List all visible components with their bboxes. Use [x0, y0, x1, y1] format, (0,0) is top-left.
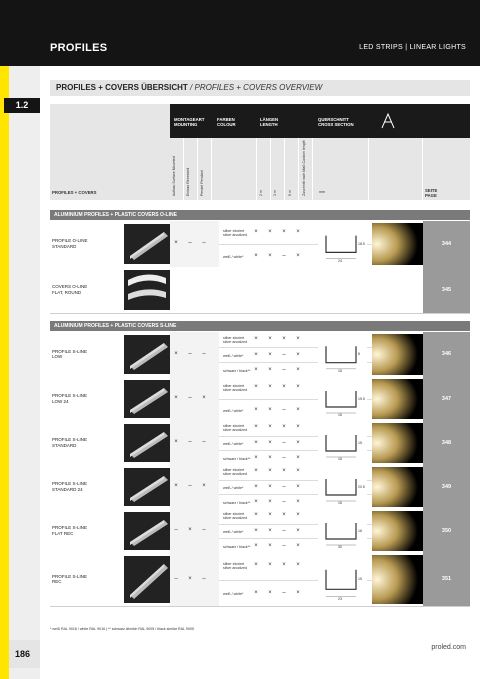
light-effect-photo: [372, 511, 423, 551]
length-mark: ×: [296, 589, 300, 596]
length-mark: –: [282, 542, 286, 549]
page-number: 186: [15, 649, 31, 659]
mount-col-recessed: Einbau Recessed: [186, 167, 190, 196]
product-photo: [124, 380, 170, 418]
length-mark: ×: [282, 468, 286, 475]
light-effect-photo: [372, 334, 423, 375]
colour-label: weiß / white*: [223, 591, 244, 596]
cover-row-blank: [170, 267, 423, 313]
light-effect-photo: [372, 223, 423, 265]
mount-col-surface: Aufbau Surface Mounted: [172, 156, 176, 196]
length-mark: ×: [296, 542, 300, 549]
length-mark: –: [282, 366, 286, 373]
profile-photo-icon: [124, 468, 170, 506]
profile-photo-icon: [124, 224, 170, 264]
mount-mark: –: [202, 240, 206, 246]
product-name: COVERS O-LINE FLAT, ROUND: [52, 284, 88, 295]
length-mark: ×: [268, 424, 272, 431]
colour-label: weiß / white*: [223, 441, 244, 446]
length-mark: ×: [282, 228, 286, 235]
light-effect-photo: [372, 379, 423, 419]
heading-en: / PROFILES + COVERS OVERVIEW: [190, 83, 323, 92]
length-mark: ×: [282, 335, 286, 342]
table-row: [50, 509, 470, 554]
cross-section-drawing: [318, 379, 367, 419]
colour-label: silber eloxiert silver anodized: [223, 335, 247, 344]
product-photo: [124, 556, 170, 603]
length-mark: ×: [282, 562, 286, 569]
yellow-accent-bar: [0, 66, 9, 679]
profile-photo-icon: [124, 512, 170, 550]
length-mark: ×: [296, 498, 300, 505]
mount-mark: ×: [188, 575, 192, 582]
product-name: PROFILE O-LINE STANDARD: [52, 238, 88, 249]
length-col-2m: 2 m: [259, 190, 263, 196]
colour-label: schwarz / black**: [223, 544, 251, 549]
profile-photo-icon: [124, 424, 170, 462]
table-row: [50, 332, 470, 378]
length-mark: –: [282, 589, 286, 596]
profile-photo-icon: [124, 556, 170, 603]
length-mark: ×: [296, 483, 300, 490]
colour-label: weiß / white*: [223, 529, 244, 534]
length-mark: ×: [268, 384, 272, 390]
length-mark: ×: [296, 366, 300, 373]
page-reference-link[interactable]: 348: [423, 421, 470, 465]
length-col-3m: 3 m: [273, 190, 277, 196]
length-mark: ×: [268, 439, 272, 446]
length-mark: ×: [296, 407, 300, 413]
header-mounting: MONTAGEART MOUNTING: [174, 117, 205, 127]
length-mark: ×: [254, 351, 258, 358]
page-header-subtitle: LED STRIPS | LINEAR LIGHTS: [359, 44, 466, 51]
cross-section-drawing: [318, 223, 367, 265]
length-mark: ×: [268, 483, 272, 490]
length-mark: ×: [296, 252, 300, 259]
light-effect-photo: [372, 555, 423, 604]
length-mark: ×: [268, 562, 272, 569]
length-mark: ×: [254, 366, 258, 373]
length-mark: ×: [268, 468, 272, 475]
table-header: [50, 104, 470, 200]
cross-section-icon: [380, 112, 396, 130]
footnote: * weiß RAL 9016 / white RAL 9016 | ** schwarz ähnlich RAL 9005 / black similar RAL 9005: [50, 627, 194, 631]
length-mark: ×: [268, 335, 272, 342]
length-mark: ×: [296, 424, 300, 431]
mount-mark: –: [202, 575, 206, 582]
page-reference-link[interactable]: 346: [423, 332, 470, 377]
colour-label: silber eloxiert silver anodized: [223, 228, 247, 237]
cross-dim-height: 18.5: [358, 241, 365, 246]
length-mark: –: [282, 439, 286, 446]
light-glow-icon: [372, 334, 423, 375]
mount-mark: ×: [174, 483, 178, 489]
cross-dim-height: 20.5: [358, 485, 365, 489]
length-mark: ×: [296, 562, 300, 569]
cover-photo-icon: [124, 270, 170, 310]
light-effect-photo: [372, 467, 423, 507]
length-mark: ×: [254, 512, 258, 519]
length-mark: ×: [296, 454, 300, 461]
table-row: [50, 553, 470, 607]
mm-label: mm: [319, 190, 325, 194]
length-mark: ×: [296, 468, 300, 475]
cross-dim-height: 16: [358, 529, 362, 533]
colour-label: weiß / white*: [223, 353, 244, 358]
length-mark: ×: [296, 527, 300, 534]
cross-dim-width: 16: [338, 457, 342, 462]
colour-label: schwarz / black**: [223, 368, 251, 373]
cross-dim-width: 16: [338, 413, 342, 418]
light-glow-icon: [372, 379, 423, 419]
table-row: [50, 465, 470, 510]
colour-label: silber eloxiert silver anodized: [223, 562, 247, 571]
length-mark: ×: [282, 384, 286, 390]
length-mark: ×: [282, 512, 286, 519]
colour-label: silber eloxiert silver anodized: [223, 468, 247, 477]
product-photo: [124, 512, 170, 550]
cross-dim-height: 15: [358, 441, 362, 445]
section-heading: [50, 80, 470, 96]
length-mark: ×: [268, 351, 272, 358]
length-mark: ×: [254, 483, 258, 490]
left-margin-bar: [9, 66, 40, 679]
header-cross-section: QUERSCHNITT CROSS SECTION: [318, 117, 354, 127]
page-header-title: PROFILES: [50, 42, 108, 54]
length-col-5m: 5 m: [288, 190, 292, 196]
length-mark: ×: [254, 439, 258, 446]
mount-mark: –: [188, 350, 192, 357]
product-name: PROFILE S-LINE LOW 24: [52, 393, 88, 404]
colour-label: schwarz / black**: [223, 456, 251, 461]
product-photo: [124, 335, 170, 374]
page-reference-link[interactable]: 351: [423, 553, 470, 606]
chapter-badge: 1.2: [4, 98, 40, 113]
cross-dim-width: 16: [338, 501, 342, 506]
section-o-line: ALUMINIUM PROFILES + PLASTIC COVERS O-LINE: [50, 210, 470, 220]
length-mark: ×: [268, 498, 272, 505]
colour-label: silber eloxiert silver anodized: [223, 424, 247, 433]
length-mark: ×: [296, 439, 300, 446]
page-reference-link[interactable]: 345: [423, 267, 470, 313]
profile-photo-icon: [124, 380, 170, 418]
cross-dim-height: 15: [358, 577, 362, 582]
mount-mark: ×: [174, 240, 178, 246]
cross-section-drawing: [318, 555, 367, 604]
table-row: [50, 267, 470, 314]
length-mark: –: [282, 527, 286, 534]
length-mark: ×: [268, 252, 272, 259]
mount-mark: –: [174, 575, 178, 582]
section-s-line: ALUMINIUM PROFILES + PLASTIC COVERS S-LINE: [50, 321, 470, 331]
mount-mark: –: [202, 527, 206, 533]
product-photo: [124, 270, 170, 310]
mount-mark: ×: [202, 483, 206, 489]
length-mark: ×: [296, 351, 300, 358]
length-mark: ×: [268, 407, 272, 413]
header-length: LÄNGEN LENGTH: [260, 117, 279, 127]
cross-section-drawing: [318, 467, 367, 507]
mount-mark: ×: [202, 395, 206, 401]
length-mark: ×: [254, 454, 258, 461]
mount-mark: –: [188, 483, 192, 489]
product-name: PROFILE S-LINE STANDARD 24: [52, 481, 88, 492]
light-glow-icon: [372, 423, 423, 463]
colour-label: schwarz / black**: [223, 500, 251, 505]
length-mark: ×: [254, 424, 258, 431]
mount-mark: –: [188, 395, 192, 401]
length-mark: ×: [254, 589, 258, 596]
website-url: proled.com: [431, 644, 466, 651]
mount-mark: –: [188, 439, 192, 445]
mount-mark: –: [188, 240, 192, 246]
product-photo: [124, 224, 170, 264]
colour-label: weiß / white*: [223, 409, 244, 413]
light-glow-icon: [372, 467, 423, 507]
length-mark: ×: [254, 252, 258, 259]
product-name: PROFILE S-LINE FLAT REC: [52, 525, 88, 536]
page-reference-link[interactable]: 350: [423, 509, 470, 553]
length-mark: ×: [296, 228, 300, 235]
length-mark: –: [282, 252, 286, 259]
cross-section-drawing: [318, 334, 367, 375]
light-glow-icon: [372, 511, 423, 551]
product-name: PROFILE S-LINE LOW: [52, 348, 88, 359]
colour-label: weiß / white*: [223, 485, 244, 490]
cross-dim-width: 30: [338, 545, 342, 550]
length-mark: ×: [268, 527, 272, 534]
length-mark: ×: [254, 384, 258, 390]
product-name: PROFILE S-LINE STANDARD: [52, 437, 88, 448]
length-mark: ×: [254, 498, 258, 505]
light-glow-icon: [372, 555, 423, 604]
length-mark: –: [282, 483, 286, 490]
mount-mark: ×: [188, 527, 192, 533]
length-mark: ×: [254, 542, 258, 549]
length-mark: ×: [296, 335, 300, 342]
length-mark: –: [282, 351, 286, 358]
profile-photo-icon: [124, 335, 170, 374]
length-mark: –: [282, 407, 286, 413]
length-mark: ×: [268, 589, 272, 596]
length-mark: ×: [268, 512, 272, 519]
light-effect-photo: [372, 423, 423, 463]
colour-label: silber eloxiert silver anodized: [223, 512, 247, 521]
top-header-bar: [0, 0, 480, 66]
heading-de: PROFILES + COVERS ÜBERSICHT: [56, 83, 188, 92]
length-mark: ×: [268, 228, 272, 235]
length-mark: ×: [296, 384, 300, 390]
cross-dim-width: 16: [338, 369, 342, 374]
cross-section-drawing: [318, 511, 367, 551]
table-row: [50, 221, 470, 268]
length-mark: ×: [296, 512, 300, 519]
light-glow-icon: [372, 223, 423, 265]
mount-mark: ×: [174, 350, 178, 357]
length-mark: ×: [254, 228, 258, 235]
mount-mark: ×: [174, 395, 178, 401]
table-row: [50, 421, 470, 466]
length-mark: ×: [268, 366, 272, 373]
length-mark: ×: [254, 562, 258, 569]
cross-dim-width: 24: [338, 259, 342, 264]
cross-dim-height: 8: [358, 352, 360, 357]
length-mark: ×: [268, 454, 272, 461]
mount-col-pendant: Pendel Pendant: [200, 170, 204, 196]
mount-mark: ×: [174, 439, 178, 445]
product-photo: [124, 424, 170, 462]
length-mark: ×: [254, 407, 258, 413]
header-colour: FARBEN COLOUR: [217, 117, 236, 127]
mount-mark: –: [202, 350, 206, 357]
mount-mark: –: [174, 527, 178, 533]
page-reference-link[interactable]: 349: [423, 465, 470, 509]
length-mark: –: [282, 454, 286, 461]
cross-dim-width: 23: [338, 597, 342, 602]
product-photo: [124, 468, 170, 506]
length-mark: –: [282, 498, 286, 505]
length-mark: ×: [254, 468, 258, 475]
colour-label: weiß / white*: [223, 254, 244, 259]
length-mark: ×: [254, 335, 258, 342]
length-col-custom: Zuschnitt nach Maß Custom length: [302, 140, 306, 196]
page-reference-link[interactable]: 347: [423, 377, 470, 421]
page-reference-link[interactable]: 344: [423, 221, 470, 267]
product-name: PROFILE S-LINE REC: [52, 573, 88, 584]
length-mark: ×: [282, 424, 286, 431]
length-mark: ×: [268, 542, 272, 549]
page-col-label: SEITE PAGE: [425, 188, 438, 198]
cross-section-drawing: [318, 423, 367, 463]
cross-dim-height: 15.5: [358, 397, 365, 401]
colour-label: silber eloxiert silver anodized: [223, 384, 247, 392]
table-row: [50, 377, 470, 422]
profiles-covers-label: PROFILES + COVERS: [52, 190, 97, 195]
length-mark: ×: [254, 527, 258, 534]
mount-mark: –: [202, 439, 206, 445]
